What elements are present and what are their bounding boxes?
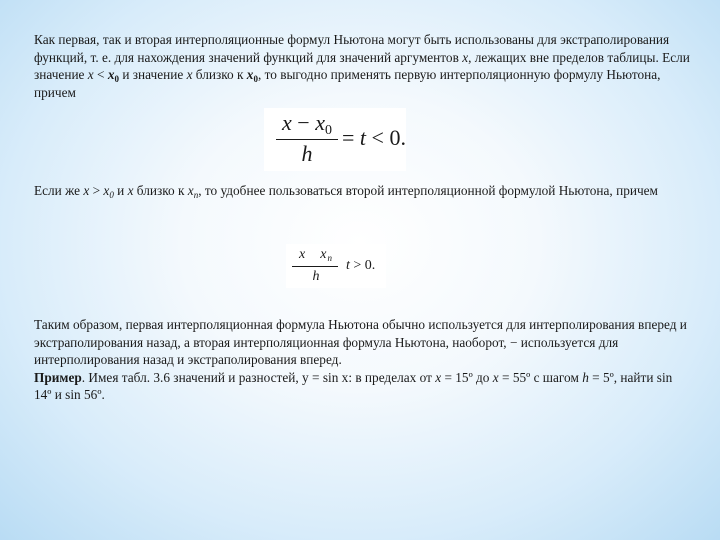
formula-numerator: x $x_n$ (299, 247, 333, 263)
formula-first-newton-condition (264, 108, 406, 171)
formula-second-newton-condition (286, 244, 386, 288)
paragraph-second-formula: Если же $x > x_0$ и x близко к $x_n$, то удобнее пользоваться второй интерполяционной формулой Ньютона, причем (34, 183, 658, 200)
formula-numerator: $x - x_0$ (282, 110, 332, 138)
formula-denominator: h (312, 269, 320, 284)
example-label: Пример (34, 369, 82, 385)
paragraph-extrapolation-intro: Как первая, так и вторая интерполяционные формул Ньютона могут быть использованы для экстраполирования функций, т. е. для нахождения значений функций для значений аргументов x, лежащих вне пределов таблицы. Если значение $x < x_0$ и значение x близко к $x_0$, то выгодно применять первую интерполяционную формулу Ньютона, причем (34, 32, 690, 100)
formula-denominator: h (301, 141, 313, 166)
paragraph-summary-and-example: Таким образом, первая интерполяционная формула Ньютона обычно используется для интерполирования вперед и экстраполирования назад, а вторая интерполяционная формула Ньютона, наоборот, − используется для интерполирования назад и экстраполирования вперед. Пример. Имея табл. 3.6 значений и разностей, y = sin x: в пределах от x = 15º до x = 55º с шагом h = 5º, найти sin 14º и sin 56º. (34, 317, 687, 403)
fraction-bar (292, 266, 338, 267)
formula-rhs: t > 0. (346, 258, 376, 273)
formula-rhs: = t < 0. (342, 125, 406, 150)
